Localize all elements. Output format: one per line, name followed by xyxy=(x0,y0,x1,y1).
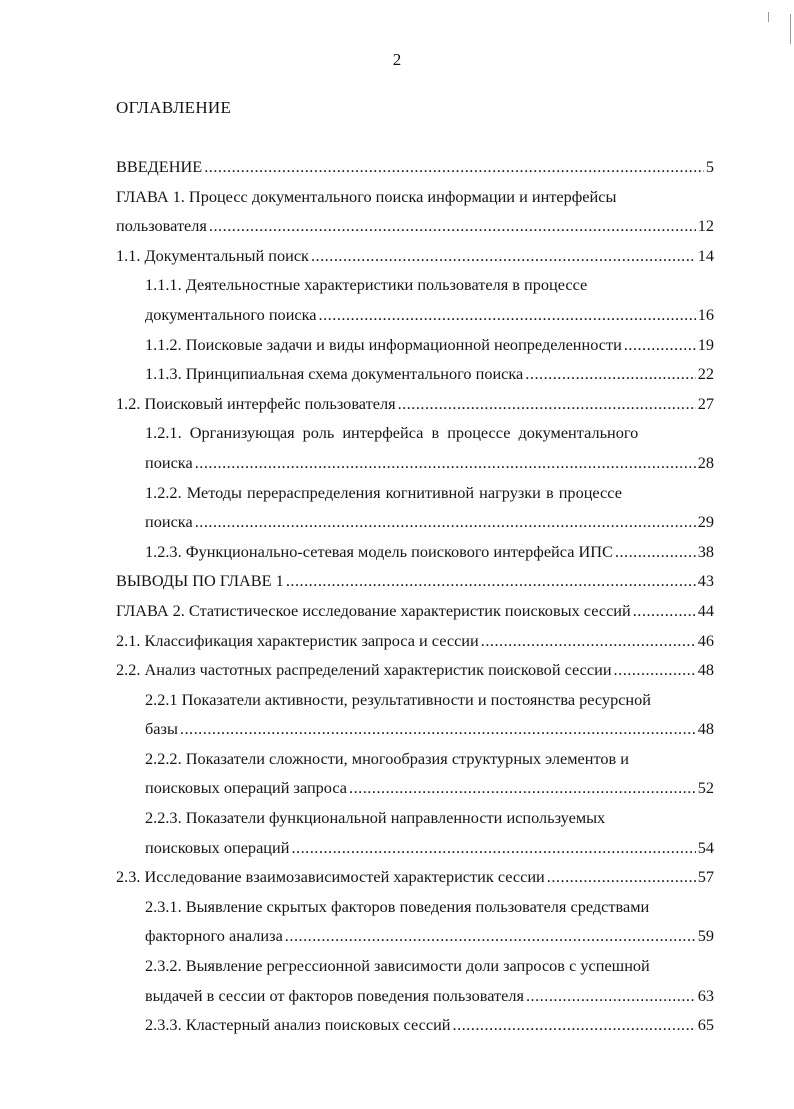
toc-entry-page: 38 xyxy=(697,541,714,561)
toc-entry-text: 1.2.1. Организующая роль интерфейса в процессе документального xyxy=(145,423,639,443)
toc-leader xyxy=(453,1010,696,1040)
toc-entry-page: 52 xyxy=(697,778,714,798)
toc-entry-text: поисковых операций xyxy=(145,837,290,857)
toc-entry[interactable] xyxy=(116,182,714,212)
toc-entry-text: 2.2.3. Показатели функциональной направленности используемых xyxy=(145,808,606,828)
toc-entry-text: поиска xyxy=(145,512,193,532)
toc-entry-page: 16 xyxy=(697,304,714,324)
toc-leader xyxy=(526,981,696,1011)
toc-entry-text: выдачей в сессии от факторов поведения пользователя xyxy=(145,985,524,1005)
toc-entry[interactable] xyxy=(145,300,714,330)
toc-entry[interactable] xyxy=(145,418,714,448)
toc-entry-text: 1.1.1. Деятельностные характеристики пользователя в процессе xyxy=(145,275,588,295)
toc-entry[interactable] xyxy=(145,981,714,1011)
toc-leader xyxy=(633,596,696,626)
toc-entry-page: 63 xyxy=(697,985,714,1005)
toc-entry[interactable] xyxy=(116,626,714,656)
toc-leader xyxy=(624,330,696,360)
toc-leader xyxy=(195,448,696,478)
toc-entry-page: 46 xyxy=(697,630,714,650)
toc-entry-text: 2.1. Классификация характеристик запроса и сессии xyxy=(116,630,479,650)
toc-entry-text: 1.2. Поисковый интерфейс пользователя xyxy=(116,393,396,413)
toc-entry-page: 14 xyxy=(697,245,714,265)
toc-entry-text: пользователя xyxy=(116,216,207,236)
toc-leader xyxy=(286,566,696,596)
toc-entry[interactable] xyxy=(145,330,714,360)
toc-entry[interactable] xyxy=(116,566,714,596)
toc-entry-page: 65 xyxy=(697,1015,714,1035)
toc-entry[interactable] xyxy=(116,862,714,892)
toc-entry-page: 28 xyxy=(697,452,714,472)
toc-entry-text: факторного анализа xyxy=(145,926,283,946)
toc-leader xyxy=(614,655,696,685)
toc-entry-page: 22 xyxy=(697,364,714,384)
toc-entry[interactable] xyxy=(145,744,714,774)
toc-entry[interactable] xyxy=(145,685,714,715)
toc-entry-text: ВЫВОДЫ ПО ГЛАВЕ 1 xyxy=(116,571,284,591)
toc-entry-text: документального поиска xyxy=(145,304,317,324)
page-number: 2 xyxy=(392,50,402,69)
toc-entry-text: 2.3. Исследование взаимозависимостей характеристик сессии xyxy=(116,867,545,887)
toc-leader xyxy=(204,152,704,182)
toc-entry-page: 57 xyxy=(697,867,714,887)
toc-entry-page: 59 xyxy=(697,926,714,946)
toc-entry-page: 44 xyxy=(697,600,714,620)
toc-entry[interactable] xyxy=(145,803,714,833)
toc-entry-page: 48 xyxy=(697,719,714,739)
toc-entry[interactable] xyxy=(145,833,714,863)
toc-leader xyxy=(481,626,696,656)
toc-leader xyxy=(547,862,696,892)
toc-entry-page: 48 xyxy=(697,660,714,680)
toc-entry[interactable] xyxy=(145,1010,714,1040)
toc-entry[interactable] xyxy=(116,596,714,626)
toc-entry-page: 5 xyxy=(705,157,714,176)
toc-entry[interactable] xyxy=(145,270,714,300)
toc-entry-text: базы xyxy=(145,719,178,739)
toc-entry-page: 29 xyxy=(697,512,714,532)
toc-entry-text: ВВЕДЕНИЕ xyxy=(116,157,203,176)
toc-leader xyxy=(319,300,696,330)
toc-leader xyxy=(398,389,696,419)
toc-entry-page: 43 xyxy=(697,571,714,591)
toc-entry[interactable] xyxy=(145,507,714,537)
toc-entry[interactable] xyxy=(145,448,714,478)
toc-entry[interactable] xyxy=(145,773,714,803)
toc-leader xyxy=(311,241,696,271)
toc-entry-page: 12 xyxy=(697,216,714,236)
toc-leader xyxy=(615,537,696,567)
scan-margin-mark xyxy=(790,14,791,44)
toc-entry-text: 2.2.1 Показатели активности, результативности и постоянства ресурсной xyxy=(145,689,651,709)
toc-entry-text: ГЛАВА 2. Статистическое исследование характеристик поисковых сессий xyxy=(116,600,631,620)
toc-entry[interactable] xyxy=(145,892,714,922)
toc-entry[interactable] xyxy=(145,359,714,389)
toc-entry-text: 2.3.2. Выявление регрессионной зависимости доли запросов с успешной xyxy=(145,956,650,976)
toc-leader xyxy=(180,714,696,744)
toc-leader xyxy=(285,921,696,951)
toc-entry-page: 19 xyxy=(697,334,714,354)
table-of-contents xyxy=(116,152,714,1040)
toc-title: ОГЛАВЛЕНИЕ xyxy=(116,98,232,117)
toc-entry-page: 54 xyxy=(697,837,714,857)
toc-entry-page: 27 xyxy=(697,393,714,413)
toc-entry-text: 2.3.3. Кластерный анализ поисковых сессий xyxy=(145,1015,451,1035)
toc-entry-text: 2.3.1. Выявление скрытых факторов поведения пользователя средствами xyxy=(145,896,650,916)
toc-leader xyxy=(525,359,695,389)
toc-entry-text: 1.1.2. Поисковые задачи и виды информационной неопределенности xyxy=(145,334,622,354)
toc-entry-text: 1.2.2. Методы перераспределения когнитивной нагрузки в процессе xyxy=(145,482,622,502)
toc-leader xyxy=(349,773,696,803)
toc-leader xyxy=(209,211,696,241)
toc-entry-text: поиска xyxy=(145,452,193,472)
scan-margin-mark xyxy=(768,12,769,22)
toc-entry-text: 1.1.3. Принципиальная схема документального поиска xyxy=(145,364,524,384)
toc-entry[interactable] xyxy=(116,211,714,241)
toc-entry[interactable] xyxy=(145,951,714,981)
toc-entry[interactable] xyxy=(116,152,714,182)
toc-entry[interactable] xyxy=(145,921,714,951)
toc-leader xyxy=(195,507,696,537)
toc-entry-text: 1.2.3. Функционально-сетевая модель поискового интерфейса ИПС xyxy=(145,541,613,561)
toc-entry[interactable] xyxy=(116,389,714,419)
toc-entry-text: поисковых операций запроса xyxy=(145,778,348,798)
toc-entry[interactable] xyxy=(116,241,714,271)
toc-entry[interactable] xyxy=(145,714,714,744)
toc-entry-text: ГЛАВА 1. Процесс документального поиска информации и интерфейсы xyxy=(116,186,617,206)
toc-leader xyxy=(291,833,695,863)
toc-entry[interactable] xyxy=(145,478,714,508)
toc-entry-text: 2.2. Анализ частотных распределений характеристик поисковой сессии xyxy=(116,660,612,680)
toc-entry[interactable] xyxy=(116,655,714,685)
toc-entry-text: 2.2.2. Показатели сложности, многообразия структурных элементов и xyxy=(145,748,629,768)
toc-entry-text: 1.1. Документальный поиск xyxy=(116,245,309,265)
toc-entry[interactable] xyxy=(145,537,714,567)
